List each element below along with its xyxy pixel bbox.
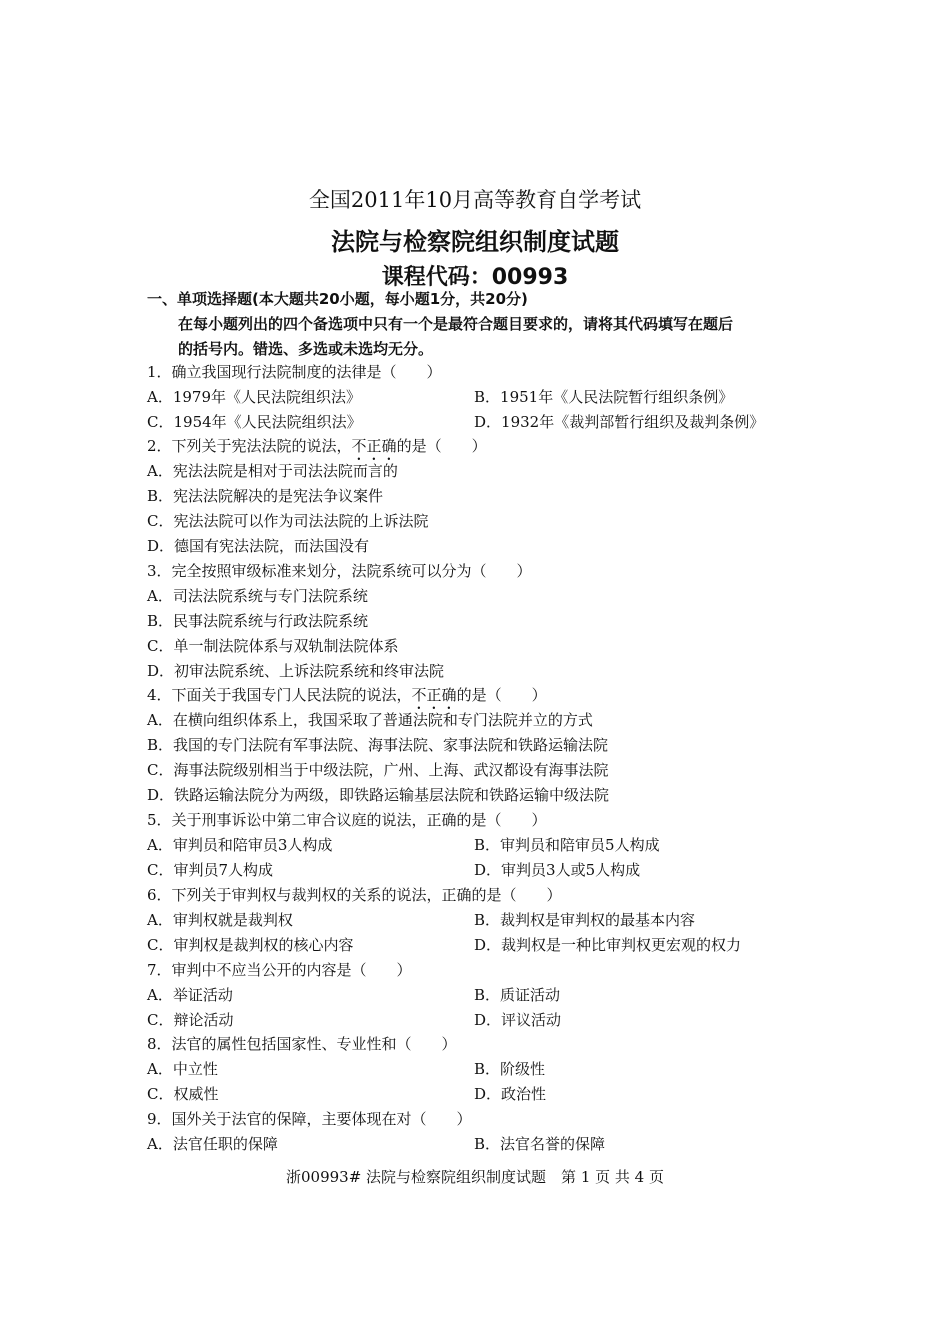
question-2-emphasis: 不正确 [351, 437, 397, 455]
question-3-option-b: B．民事法院系统与行政法院系统 [147, 612, 369, 630]
question-7-option-b: B．质证活动 [474, 986, 561, 1004]
question-2-stem-pre: 2．下列关于宪法法院的说法， [147, 437, 352, 455]
question-3-option-a: A．司法法院系统与专门法院系统 [147, 587, 368, 605]
question-4-option-a: A．在横向组织体系上，我国采取了普通法院和专门法院并立的方式 [147, 711, 593, 729]
question-8-stem: 8．法官的属性包括国家性、专业性和（ ） [147, 1035, 457, 1053]
question-4-emphasis: 不正确 [411, 686, 457, 704]
question-1-option-c: C．1954年《人民法院组织法》 [147, 413, 362, 431]
question-4-option-b: B．我国的专门法院有军事法院、海事法院、家事法院和铁路运输法院 [147, 736, 609, 754]
question-6-option-b: B．裁判权是审判权的最基本内容 [474, 911, 696, 929]
question-4-stem-post: 的是（ ） [456, 686, 547, 704]
question-5-option-c: C．审判员7人构成 [147, 861, 274, 879]
question-3-stem: 3．完全按照审级标准来划分，法院系统可以分为（ ） [147, 562, 532, 580]
question-1-stem: 1．确立我国现行法院制度的法律是（ ） [147, 363, 442, 381]
instruction-line-1: 在每小题列出的四个备选项中只有一个是最符合题目要求的，请将其代码填写在题后 [178, 315, 734, 333]
question-4-option-c: C．海事法院级别相当于中级法院，广州、上海、武汉都设有海事法院 [147, 761, 609, 779]
question-1-option-a: A．1979年《人民法院组织法》 [147, 388, 362, 406]
question-3-option-c: C．单一制法院体系与双轨制法院体系 [147, 637, 399, 655]
question-8-option-d: D．政治性 [474, 1085, 547, 1103]
question-8-option-b: B．阶级性 [474, 1060, 546, 1078]
question-8-option-c: C．权威性 [147, 1085, 219, 1103]
question-5-option-d: D．审判员3人或5人构成 [474, 861, 641, 879]
question-5-option-a: A．审判员和陪审员3人构成 [147, 836, 333, 854]
question-2-option-d: D．德国有宪法法院，而法国没有 [147, 537, 370, 555]
question-2-stem [147, 434, 487, 459]
question-5-stem: 5．关于刑事诉讼中第二审合议庭的说法，正确的是（ ） [147, 811, 547, 829]
question-7-stem: 7．审判中不应当公开的内容是（ ） [147, 961, 412, 979]
question-8-option-a: A．中立性 [147, 1060, 218, 1078]
question-7-option-a: A．举证活动 [147, 986, 233, 1004]
question-4-stem-pre: 4．下面关于我国专门人民法院的说法， [147, 686, 412, 704]
question-1-option-d: D．1932年《裁判部暂行组织及裁判条例》 [474, 413, 765, 431]
question-6-option-a: A．审判权就是裁判权 [147, 911, 293, 929]
course-code: 课程代码：00993 [381, 265, 569, 290]
question-3-option-d: D．初审法院系统、上诉法院系统和终审法院 [147, 662, 445, 680]
question-6-stem: 6．下列关于审判权与裁判权的关系的说法，正确的是（ ） [147, 886, 562, 904]
page-footer: 浙00993# 法院与检察院组织制度试题 第 1 页 共 4 页 [286, 1168, 664, 1186]
question-9-stem: 9．国外关于法官的保障，主要体现在对（ ） [147, 1110, 472, 1128]
question-4-option-d: D．铁路运输法院分为两级，即铁路运输基层法院和铁路运输中级法院 [147, 786, 610, 804]
question-2-option-c: C．宪法法院可以作为司法法院的上诉法院 [147, 512, 429, 530]
question-9-option-a: A．法官任职的保障 [147, 1135, 278, 1153]
question-7-option-c: C．辩论活动 [147, 1011, 234, 1029]
section-heading: 一、单项选择题(本大题共20小题，每小题1分，共20分) [147, 290, 528, 308]
question-7-option-d: D．评议活动 [474, 1011, 562, 1029]
question-4-stem [147, 683, 547, 708]
exam-title: 全国2011年10月高等教育自学考试 [308, 188, 642, 212]
question-6-option-c: C．审判权是裁判权的核心内容 [147, 936, 354, 954]
question-2-option-b: B．宪法法院解决的是宪法争议案件 [147, 487, 384, 505]
question-6-option-d: D．裁判权是一种比审判权更宏观的权力 [474, 936, 742, 954]
question-1-option-b: B．1951年《人民法院暂行组织条例》 [474, 388, 734, 406]
question-2-option-a: A．宪法法院是相对于司法法院而言的 [147, 462, 398, 480]
question-5-option-b: B．审判员和陪审员5人构成 [474, 836, 660, 854]
question-9-option-b: B．法官名誉的保障 [474, 1135, 606, 1153]
paper-title: 法院与检察院组织制度试题 [331, 228, 619, 256]
instruction-line-2: 的括号内。错选、多选或未选均无分。 [178, 340, 434, 358]
question-2-stem-post: 的是（ ） [396, 437, 487, 455]
